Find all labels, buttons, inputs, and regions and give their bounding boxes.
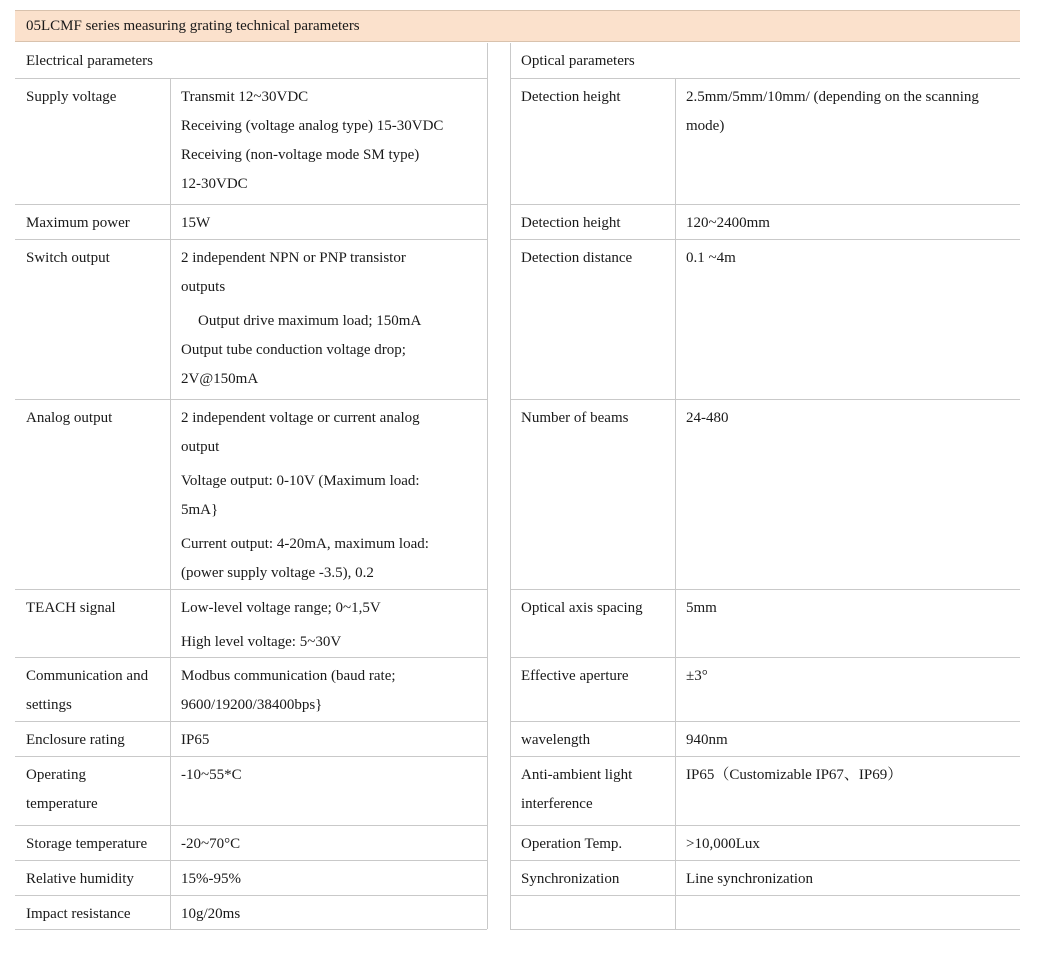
optical-value: 24-480 bbox=[686, 410, 729, 426]
electrical-value: 15W bbox=[181, 215, 211, 231]
optical-label: wavelength bbox=[521, 732, 591, 748]
optical-value: IP65（Customizable IP67、IP69） bbox=[686, 767, 903, 783]
optical-value: ±3° bbox=[686, 668, 708, 684]
optical-value: 940nm bbox=[686, 732, 728, 748]
column-divider bbox=[675, 78, 676, 929]
electrical-value: Modbus communication (baud rate; bbox=[181, 668, 396, 684]
electrical-value: outputs bbox=[181, 279, 226, 295]
optical-label: Detection distance bbox=[521, 250, 633, 266]
row-divider bbox=[15, 239, 487, 240]
row-divider bbox=[15, 657, 487, 658]
row-divider bbox=[15, 204, 487, 205]
row-divider bbox=[510, 78, 1020, 79]
electrical-value: 2 independent voltage or current analog bbox=[181, 410, 420, 426]
row-divider bbox=[15, 929, 487, 930]
title-bar bbox=[15, 10, 1020, 42]
optical-value: 5mm bbox=[686, 600, 717, 616]
electrical-value: Receiving (non-voltage mode SM type) bbox=[181, 147, 420, 163]
electrical-label: Operating bbox=[26, 767, 86, 783]
electrical-label: settings bbox=[26, 697, 72, 713]
row-divider bbox=[15, 78, 487, 79]
row-divider bbox=[510, 929, 1020, 930]
electrical-value: High level voltage: 5~30V bbox=[181, 634, 342, 650]
electrical-value: Current output: 4-20mA, maximum load: bbox=[181, 536, 429, 552]
electrical-label: Storage temperature bbox=[26, 836, 148, 852]
optical-label: Detection height bbox=[521, 215, 621, 231]
row-divider bbox=[510, 239, 1020, 240]
optical-value: Line synchronization bbox=[686, 871, 814, 887]
row-divider bbox=[510, 204, 1020, 205]
electrical-value: Receiving (voltage analog type) 15-30VDC bbox=[181, 118, 444, 134]
electrical-value: 9600/19200/38400bps} bbox=[181, 697, 323, 713]
optical-label: Synchronization bbox=[521, 871, 620, 887]
row-divider bbox=[15, 860, 487, 861]
row-divider bbox=[510, 657, 1020, 658]
electrical-label: TEACH signal bbox=[26, 600, 116, 616]
electrical-value: Transmit 12~30VDC bbox=[181, 89, 309, 105]
row-divider bbox=[510, 721, 1020, 722]
optical-label: Optical axis spacing bbox=[521, 600, 643, 616]
optical-label: Anti-ambient light bbox=[521, 767, 633, 783]
electrical-value: 2 independent NPN or PNP transistor bbox=[181, 250, 406, 266]
electrical-value: 15%-95% bbox=[181, 871, 241, 887]
electrical-value: (power supply voltage -3.5), 0.2 bbox=[181, 565, 374, 581]
table-title: 05LCMF series measuring grating technical parameters bbox=[26, 18, 360, 34]
electrical-label: Supply voltage bbox=[26, 89, 117, 105]
electrical-value: 5mA} bbox=[181, 502, 219, 518]
electrical-label: temperature bbox=[26, 796, 98, 812]
optical-header: Optical parameters bbox=[521, 53, 635, 69]
row-divider bbox=[510, 399, 1020, 400]
optical-label: Number of beams bbox=[521, 410, 629, 426]
electrical-label: Switch output bbox=[26, 250, 110, 266]
column-divider bbox=[510, 43, 511, 929]
row-divider bbox=[15, 895, 487, 896]
optical-value: >10,000Lux bbox=[686, 836, 760, 852]
electrical-value: -10~55*C bbox=[181, 767, 242, 783]
optical-label: Effective aperture bbox=[521, 668, 629, 684]
electrical-value: Low-level voltage range; 0~1,5V bbox=[181, 600, 381, 616]
row-divider bbox=[510, 589, 1020, 590]
row-divider bbox=[15, 399, 487, 400]
electrical-value: Output tube conduction voltage drop; bbox=[181, 342, 406, 358]
electrical-value: 10g/20ms bbox=[181, 906, 241, 922]
electrical-label: Maximum power bbox=[26, 215, 130, 231]
row-divider bbox=[510, 895, 1020, 896]
optical-label: Operation Temp. bbox=[521, 836, 623, 852]
electrical-value: 12-30VDC bbox=[181, 176, 248, 192]
electrical-value: IP65 bbox=[181, 732, 210, 748]
row-divider bbox=[510, 756, 1020, 757]
optical-value: 0.1 ~4m bbox=[686, 250, 736, 266]
row-divider bbox=[15, 825, 487, 826]
electrical-header: Electrical parameters bbox=[26, 53, 154, 69]
electrical-label: Communication and bbox=[26, 668, 149, 684]
electrical-value: -20~70°C bbox=[181, 836, 241, 852]
electrical-label: Enclosure rating bbox=[26, 732, 125, 748]
row-divider bbox=[15, 721, 487, 722]
row-divider bbox=[15, 756, 487, 757]
optical-label: Detection height bbox=[521, 89, 621, 105]
optical-value: 120~2400mm bbox=[686, 215, 770, 231]
electrical-value: 2V@150mA bbox=[181, 371, 259, 387]
optical-label: interference bbox=[521, 796, 593, 812]
row-divider bbox=[15, 589, 487, 590]
electrical-value: Voltage output: 0-10V (Maximum load: bbox=[181, 473, 420, 489]
electrical-value: output bbox=[181, 439, 220, 455]
column-divider bbox=[487, 43, 488, 929]
column-divider bbox=[170, 78, 171, 929]
electrical-value: Output drive maximum load; 150mA bbox=[198, 313, 422, 329]
row-divider bbox=[510, 860, 1020, 861]
row-divider bbox=[510, 825, 1020, 826]
electrical-label: Impact resistance bbox=[26, 906, 131, 922]
optical-value: mode) bbox=[686, 118, 725, 134]
electrical-label: Relative humidity bbox=[26, 871, 134, 887]
optical-value: 2.5mm/5mm/10mm/ (depending on the scanning bbox=[686, 89, 979, 105]
electrical-label: Analog output bbox=[26, 410, 113, 426]
